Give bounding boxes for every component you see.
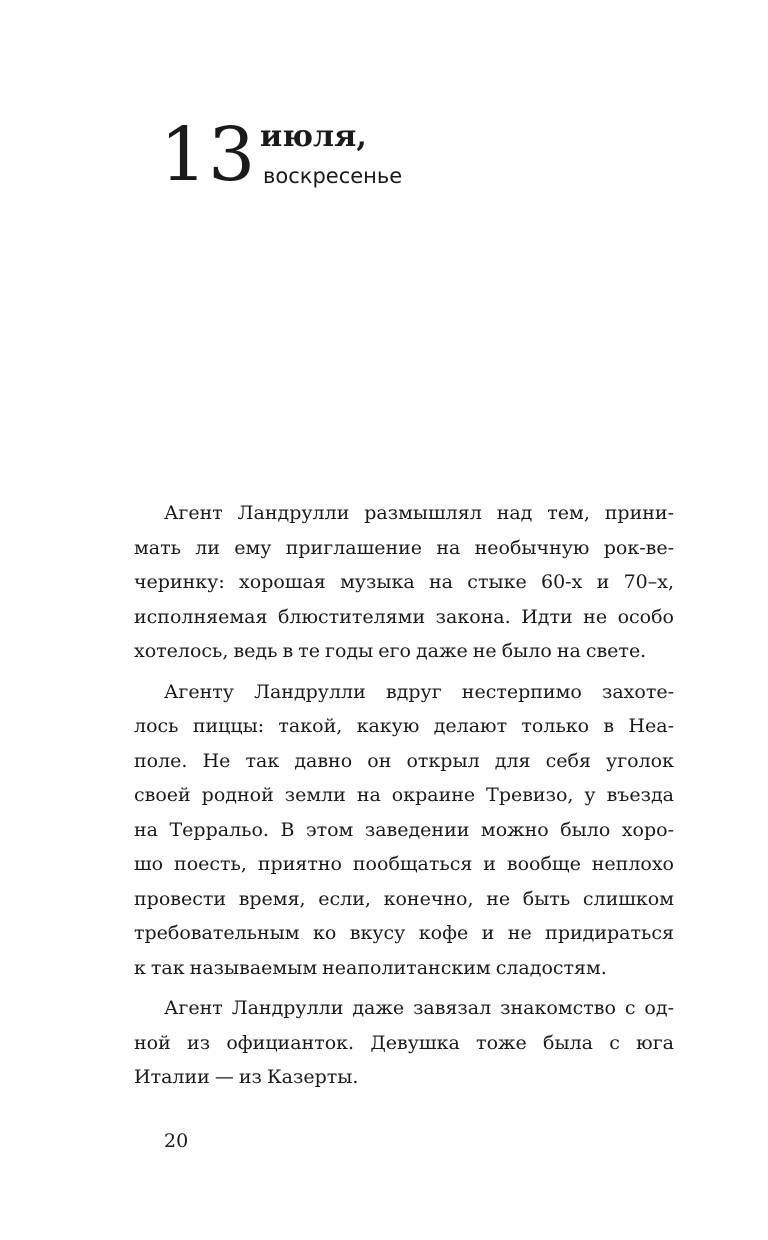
text-line: черинку: хорошая музыка на стыке 60-х и 70–х, (134, 571, 674, 593)
text-line: лось пиццы: такой, какую делают только в Неа- (134, 715, 674, 737)
text-line: ной из официанток. Девушка тоже была с юга (134, 1031, 674, 1054)
text-line: на Терральо. В этом заведении можно было хоро- (134, 818, 674, 841)
day-number: 13 (160, 112, 257, 198)
text-line: исполняемая блюстителями закона. Идти не особо (134, 605, 674, 628)
body-text (134, 496, 674, 1095)
month-label: июля, (260, 119, 367, 154)
paragraph (134, 991, 674, 1095)
text-line: требовательным ко вкусу кофе и не придираться (134, 922, 674, 944)
text-line: шо поесть, приятно пообщаться и вообще неплохо (134, 853, 674, 875)
page-number: 20 (164, 1130, 189, 1152)
text-line: Агент Ландрулли даже завязал знакомство с од- (164, 997, 674, 1019)
text-line: своей родной земли на окраине Тревизо, у въезда (134, 784, 674, 806)
text-line: Агенту Ландрулли вдруг нестерпимо захоте- (164, 680, 674, 703)
text-line: провести время, если, конечно, не быть слишком (134, 887, 674, 910)
paragraph (134, 675, 674, 986)
weekday-label: воскресенье (263, 164, 403, 188)
paragraph (134, 496, 674, 669)
text-line: Италии — из Казерты. (134, 1066, 359, 1088)
text-line: хотелось, ведь в те годы его даже не было на свете. (134, 640, 647, 662)
text-line: мать ли ему приглашение на необычную рок-ве- (134, 536, 674, 559)
text-line: Агент Ландрулли размышлял над тем, прини- (164, 502, 674, 524)
text-line: поле. Не так давно он открыл для себя уголок (134, 749, 674, 772)
text-line: к так называемым неаполитанским сладостям. (134, 956, 607, 979)
